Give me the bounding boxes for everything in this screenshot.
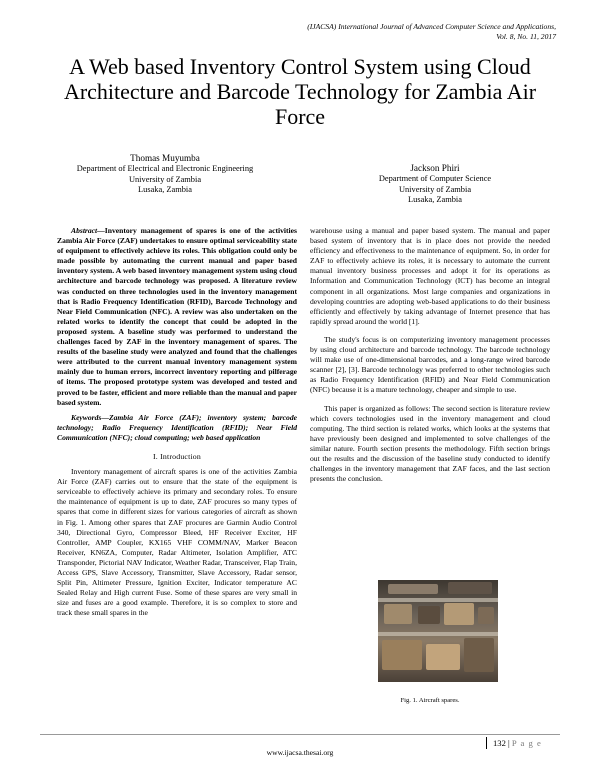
page-number-value: 132 [493, 738, 506, 748]
page-label: P a g e [511, 738, 542, 748]
right-column [310, 226, 550, 484]
intro-paragraph-2: The study's focus is on computerizing inventory management processes by using cloud architecture and barcode technology. The barcode technology will make use of one-dimensional barcodes, and a long-range wired barcode scanner [2], [3]. Barcode technology was preferred to other technologies such as Radio Frequency Identification (RFID) and Near Field Communication (NFC) because it is a mature technology, cheaper and simple to use. [310, 334, 550, 395]
paper-title: A Web based Inventory Control System using Cloud Architecture and Barcode Technology for Zambia Air Force [63, 54, 537, 129]
section-heading-introduction: I. Introduction [152, 451, 202, 461]
author-department: Department of Computer Science [378, 173, 492, 183]
footer-url: www.ijacsa.thesai.org [266, 748, 334, 757]
author-university: University of Zambia [398, 184, 472, 194]
figure-caption: Fig. 1. Aircraft spares. [400, 697, 460, 704]
journal-header [196, 22, 556, 42]
author-city: Lusaka, Zambia [138, 185, 192, 195]
aircraft-spares-photo [378, 580, 498, 682]
page-number: 132 | P a g e [486, 737, 542, 749]
keywords: Keywords—Zambia Air Force (ZAF); inventory system; barcode technology; Radio Frequency Identification (RFID); Near Field Communication (NFC); cloud computing; web based application [57, 412, 297, 442]
journal-header-line2: Vol. 8, No. 11, 2017 [496, 32, 556, 41]
author-block-1 [40, 153, 290, 196]
intro-paragraph-1-continued: warehouse using a manual and paper based system. The manual and paper based system of inventory that is in place does not provide the needed efficiency and effectiveness to the maintenance of equipment. So, in order for ZAF to effectively achieve its roles, it is necessary to automate the current manual inventory business processes and adopt it for its operations as Information and Communication Technology (ICT) has become an integral component in all organizations. Most large companies and organizations in developing countries are adopting web-based applications to do their business efficiently and effectively by taking advantage of Internet presence that has rapidly spread around the world [1]. [310, 226, 550, 326]
footer-rule [40, 734, 560, 735]
abstract [57, 226, 297, 408]
intro-paragraph-3: This paper is organized as follows: The second section is literature review which covers technologies used in the inventory management and cloud computing. The third section is related works, which looks at the systems that have previously been designed and implemented to solve challenges of the similar nature. Fourth section presents the methodology. Fifth section brings out the results and the discussion of the baseline study conducted to identify challenges in the inventory management that ZAF faces, and the last section presents the conclusion. [310, 403, 550, 484]
author-name: Jackson Phiri [410, 163, 460, 173]
journal-header-line1: (IJACSA) International Journal of Advanced Computer Science and Applications, [307, 22, 556, 31]
left-column [57, 226, 297, 618]
author-city: Lusaka, Zambia [408, 195, 462, 205]
abstract-label: Abstract [71, 226, 98, 235]
author-name: Thomas Muyumba [130, 153, 200, 163]
author-department: Department of Electrical and Electronic Engineering [76, 163, 254, 173]
author-block-2 [310, 163, 560, 206]
abstract-text: —Inventory management of spares is one of the activities Zambia Air Force (ZAF) undertakes to ensure optimal serviceability state of equipment to effectively achieve its roles. This obligation could only be made possible by automating the current manual and paper based inventory system. A web based inventory management system using cloud architecture and barcode technology was proposed. A literature review was conducted on three technologies used in the inventory management that is Radio Frequency Identification (RFID), Barcode Technology and Near Field Communication (NFC). A review was also undertaken on the related works to identify the concept that could be adopted in the proposed system. A baseline study was performed to understand the challenges faced by ZAF in the inventory management of spares. The results of the baseline study were analyzed and found that the challenges were attributed to the current manual inventory management system mainly due to human errors, incorrect inventory reporting and pilferage of items. The proposed prototype system was developed and tested and proved to be faster, efficient and more reliable than the manual and paper based system. [57, 226, 297, 407]
intro-paragraph-1: Inventory management of aircraft spares is one of the activities Zambia Air Force (ZAF) carries out to ensure that the state of the equipment is serviceable to effectively achieve its primary and secondary roles. To ensure the maintenance of equipment is up to date, ZAF procures so many types of spares that come in different sizes for various categories of aircraft as shown in Fig. 1. Among other spares that ZAF procures are Garmin Audio Control 340, Directional Gyro, Compressor Bleed, HF Receiver Exciter, HF Controller, AMP Coupler, KX165 VHF COMM/NAV, Marker Beacon Receiver, KN6ZA, Computer, Radar Altimeter, Isolation Amplifier, ATC Transponder, Pictorial NAV Indicator, Weather Radar, Transceiver, Flap Train, Access GPS, Slave Accessory, Transmitter, Slave Accessory, Radar sensor, Split Pin, Altimeter Pressure, Ignition Exciter, Indicator temperature AC Sealed Relay and High current Fuse. Some of these spares are very small in size and fuses are a good example. Therefore, it is so complex to store and track these small spares in the [57, 467, 297, 618]
author-university: University of Zambia [128, 174, 202, 184]
